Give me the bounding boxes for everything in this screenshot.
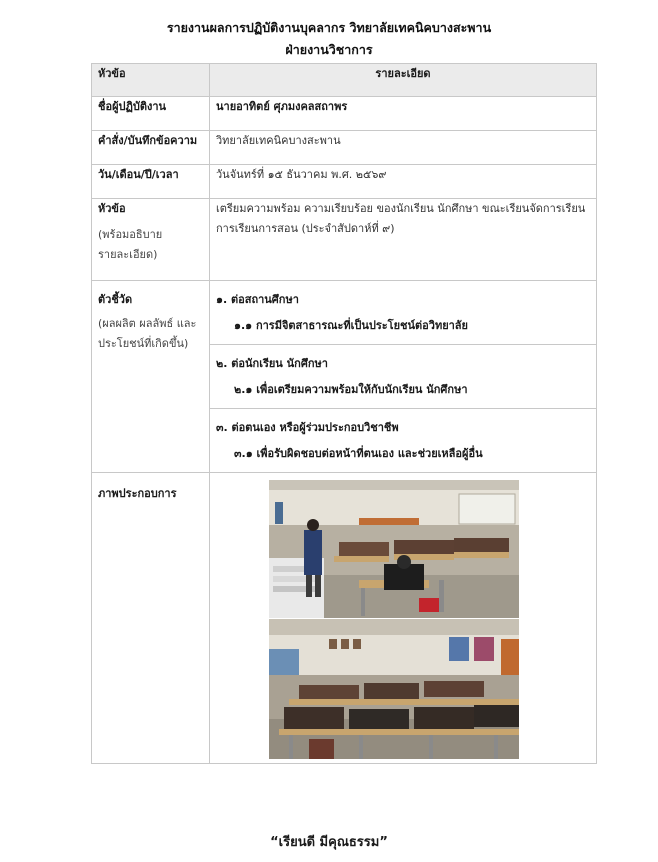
indicator-cell [210,345,597,409]
header-topic: หัวข้อ [92,64,210,97]
school-motto: “เรียนดี มีคุณธรรม” [270,835,388,850]
indicator-main: ๑. ต่อสถานศึกษา [216,293,299,306]
indicator-cell [210,409,597,473]
report-table [91,63,597,764]
topic-sub-1: (พร้อมอธิบาย [98,228,163,241]
classroom-photo-2 [269,619,519,759]
topic-label: หัวข้อ [98,202,126,215]
table-header-row [92,64,597,97]
header-detail: รายละเอียด [210,64,597,97]
photo-cell [210,473,597,764]
order-label: คำสั่ง/บันทึกข้อความ [92,131,210,165]
report-title: รายงานผลการปฏิบัติงานบุคลากร วิทยาลัยเทคนิคบางสะพาน [166,20,492,35]
table-row [92,165,597,199]
order-value: วิทยาลัยเทคนิคบางสะพาน [210,131,597,165]
indicator-cell [210,281,597,345]
date-label: วัน/เดือน/ปี/เวลา [92,165,210,199]
table-row [92,97,597,131]
indicator-main: ๒. ต่อนักเรียน นักศึกษา [216,357,328,370]
topic-sub-2: รายละเอียด) [98,248,158,261]
topic-label-cell [92,199,210,281]
photo-label-cell [92,473,210,764]
photo-label: ภาพประกอบการ [98,487,177,500]
table-row [92,131,597,165]
indicator-sub-1: (ผลผลิต ผลลัพธ์ และ [98,317,197,330]
date-value: วันจันทร์ที่ ๑๕ ธันวาคม พ.ศ. ๒๕๖๙ [210,165,597,199]
indicator-sub: ๓.๑ เพื่อรับผิดชอบต่อหน้าที่ตนเอง และช่วยเหลือผู้อื่น [234,447,483,460]
topic-value: เตรียมความพร้อม ความเรียบร้อย ของนักเรียน นักศึกษา ขณะเรียนจัดการเรียนการเรียนการสอน (ประจำสัปดาห์ที่ ๙) [210,199,597,281]
operator-value: นายอาทิตย์ ศุภมงคลสถาพร [210,97,597,131]
table-row [92,199,597,281]
table-row [92,473,597,764]
indicator-sub-2: ประโยชน์ที่เกิดขึ้น) [98,337,189,350]
indicator-main: ๓. ต่อตนเอง หรือผู้ร่วมประกอบวิชาชีพ [216,421,399,434]
classroom-photo-1 [269,480,519,618]
table-row [92,281,597,345]
department-title: ฝ่ายงานวิชาการ [285,42,373,57]
indicator-sub: ๒.๑ เพื่อเตรียมความพร้อมให้กับนักเรียน นักศึกษา [234,383,468,396]
indicator-sub: ๑.๑ การมีจิตสาธารณะที่เป็นประโยชน์ต่อวิทยาลัย [234,319,468,332]
operator-label: ชื่อผู้ปฏิบัติงาน [92,97,210,131]
indicator-label-cell [92,281,210,473]
indicator-label: ตัวชี้วัด [98,293,133,306]
